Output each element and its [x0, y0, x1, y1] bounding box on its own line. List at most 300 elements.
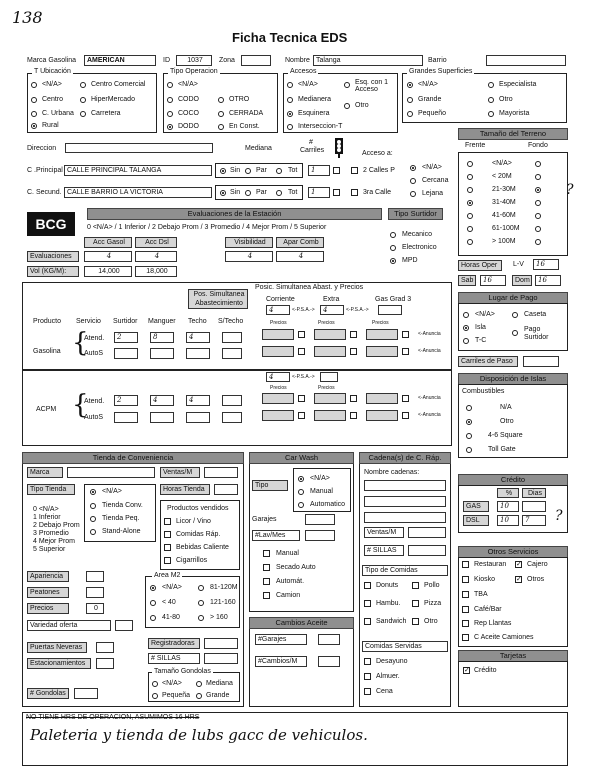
stecho-col: S/Techo	[218, 318, 244, 325]
mediana-label: Mediana	[245, 145, 272, 152]
techo-col: Techo	[188, 318, 207, 325]
frente-radio-5[interactable]	[467, 226, 473, 232]
frente-radio-1[interactable]	[467, 174, 473, 180]
tipo-tienda-conv-radio[interactable]	[90, 503, 96, 509]
acpm-label: ACPM	[36, 406, 57, 413]
comida-label: Pollo	[424, 582, 440, 589]
precios-label-3: Precios	[372, 320, 389, 326]
visibilidad-field[interactable]: 4	[225, 251, 273, 262]
gas-stecho-field[interactable]	[222, 332, 242, 343]
acpm-psa-label: <-P.S.A.->	[292, 374, 315, 380]
producto-col: Producto	[33, 318, 62, 325]
gondola-mediana-radio[interactable]	[196, 681, 202, 687]
frente-radio-6[interactable]	[467, 239, 473, 245]
grandes-grande-radio[interactable]	[407, 97, 413, 103]
carwash-manual-radio[interactable]	[298, 489, 304, 495]
variedad-label: Variedad oferta	[27, 620, 111, 631]
lv-label: L-V	[513, 261, 524, 268]
ubicacion-hiper-radio[interactable]	[80, 97, 86, 103]
principal-field[interactable]: CALLE PRINCIPAL TALANGA	[64, 165, 212, 176]
acpm-autos-anuncia-check-0[interactable]	[298, 412, 305, 419]
acceso-cercana-radio[interactable]	[410, 178, 416, 184]
acpm-atend-price-0[interactable]	[262, 393, 294, 404]
principal-par-radio[interactable]	[245, 168, 251, 174]
acpm-manguer-field[interactable]: 4	[150, 395, 174, 406]
grandes-especialista-label: Especialista	[499, 81, 537, 88]
cadenas-sillas-field[interactable]	[408, 545, 446, 556]
gas3-psa-field[interactable]	[378, 305, 402, 315]
secund-tot-radio[interactable]	[276, 190, 282, 196]
acpm-techo-field[interactable]: 4	[186, 395, 210, 406]
marca-label: Marca Gasolina	[27, 57, 77, 64]
corriente-psa-field[interactable]: 4	[266, 305, 290, 315]
surtidor-mpd-label: MPD	[402, 257, 418, 264]
carwash-check-0[interactable]	[263, 550, 270, 557]
acpm-surtidor-field[interactable]: 2	[114, 395, 138, 406]
accesos-interseccion-radio[interactable]	[287, 124, 293, 130]
surtidor-mpd-radio[interactable]	[390, 258, 396, 264]
lv-field[interactable]: 16	[533, 259, 559, 270]
secund-check-a[interactable]	[333, 189, 340, 196]
otros-label: Cajero	[527, 561, 548, 568]
carwash-check-2[interactable]	[263, 578, 270, 585]
combustibles-label: Combustibles	[462, 388, 505, 395]
peatones-label: Peatones	[27, 587, 69, 598]
servida-label: Almuer.	[376, 673, 400, 680]
accesos-esq-radio[interactable]	[344, 82, 350, 88]
islas-otro-label: Otro	[500, 418, 514, 425]
gas-autos-price-1[interactable]	[314, 346, 346, 357]
comida-check-3[interactable]	[412, 600, 419, 607]
comida-check-0[interactable]	[364, 582, 371, 589]
accesos-na-label: <N/A>	[298, 81, 318, 88]
operacion-coco-radio[interactable]	[167, 111, 173, 117]
frente-radio-4[interactable]	[467, 213, 473, 219]
servida-check-2[interactable]	[364, 688, 371, 695]
gas-atend-price-2[interactable]	[366, 329, 398, 340]
otros-check-5[interactable]	[462, 606, 469, 613]
islas-otro-radio[interactable]	[466, 419, 472, 425]
tipo-surtidor-header: Tipo Surtidor	[388, 208, 443, 220]
variedad-field[interactable]	[115, 620, 133, 631]
tipo-tienda-peq-radio[interactable]	[90, 516, 96, 522]
gondola-pequena-label: Pequeña	[162, 692, 191, 699]
extra-psa-field[interactable]: 4	[320, 305, 344, 315]
gas-techo-field[interactable]: 4	[186, 332, 210, 343]
gas-autos-surtidor[interactable]	[114, 348, 138, 359]
acpm-autos-price-0[interactable]	[262, 410, 294, 421]
comida-check-4[interactable]	[364, 618, 371, 625]
otros-label: C Aceite Camiones	[474, 634, 534, 641]
pago-caseta-radio[interactable]	[512, 312, 518, 318]
apar-comb-header: Apar Comb	[276, 237, 324, 248]
comida-check-1[interactable]	[412, 582, 419, 589]
fondo-radio-1[interactable]	[535, 174, 541, 180]
marca-field[interactable]: AMERICAN	[84, 55, 156, 66]
operacion-cerrada-radio[interactable]	[218, 111, 224, 117]
grandes-especialista-radio[interactable]	[488, 82, 494, 88]
grandes-mayorista-radio[interactable]	[488, 111, 494, 117]
tarjetas-credito-label: Crédito	[474, 667, 497, 674]
secund-par-radio[interactable]	[245, 190, 251, 196]
cadenas-ventas-field[interactable]	[408, 527, 446, 538]
ubicacion-na-radio[interactable]	[31, 82, 37, 88]
gas-surtidor-field[interactable]: 2	[114, 332, 138, 343]
producto-check-2[interactable]	[164, 544, 171, 551]
gas-autos-manguer[interactable]	[150, 348, 174, 359]
evaluaciones-header: Evaluaciones de la Estación	[87, 208, 382, 220]
cambios-garajes-field[interactable]	[318, 634, 340, 645]
pago-tc-label: T-C	[475, 337, 487, 344]
producto-check-0[interactable]	[164, 518, 171, 525]
acpm-atend-anuncia-check-0[interactable]	[298, 395, 305, 402]
acpm-autos-label: AutoS	[84, 414, 104, 421]
apariencia-field[interactable]	[86, 571, 104, 582]
pago-surtidor-radio[interactable]	[512, 330, 518, 336]
secund-field[interactable]: CALLE BARRIO LA VICTORIA	[64, 187, 212, 198]
tipo-tienda-label: Tipo Tienda	[27, 484, 75, 495]
frente-radio-3[interactable]	[467, 200, 473, 206]
nombre-cadenas-field-2[interactable]	[364, 496, 446, 507]
precios-tienda-field[interactable]: 0	[86, 603, 104, 614]
producto-check-1[interactable]	[164, 531, 171, 538]
otros-check-7[interactable]	[462, 634, 469, 641]
frente-label: Frente	[465, 142, 486, 149]
secund-check-b[interactable]	[351, 189, 358, 196]
horas-oper-label: Horas Oper	[458, 260, 502, 271]
horas-tienda-field[interactable]	[214, 484, 238, 495]
otros-check-1[interactable]: ✓	[516, 561, 522, 568]
gas-credito-dias[interactable]	[522, 501, 546, 512]
gas-autos-price-0[interactable]	[262, 346, 294, 357]
secund-par-label: Par	[256, 189, 267, 196]
principal-carriles-field[interactable]: 1	[308, 165, 330, 176]
apar-comb-field[interactable]: 4	[276, 251, 324, 262]
acpm-atend-anuncia-check-1[interactable]	[350, 395, 357, 402]
carriles-paso-field[interactable]	[523, 356, 559, 367]
grandes-na-label: <N/A>	[418, 81, 438, 88]
acpm-autos-techo[interactable]	[186, 412, 210, 423]
fondo-radio-2[interactable]	[535, 187, 541, 193]
ubicacion-carretera-label: Carretera	[91, 110, 121, 117]
gondola-pequena-radio[interactable]	[152, 693, 158, 699]
area-121-label: 121-160	[210, 599, 236, 606]
ubicacion-cc-label: Centro Comercial	[91, 81, 146, 88]
comidas-servidas-label: Comidas Servidas	[362, 641, 448, 652]
principal-check-a[interactable]	[333, 167, 340, 174]
gas-atend-price-1[interactable]	[314, 329, 346, 340]
grandes-otro-radio[interactable]	[488, 97, 494, 103]
gas-credito-label: GAS	[463, 501, 489, 512]
surtidor-col: Surtidor	[113, 318, 138, 325]
otros-check-3[interactable]: ✓	[516, 576, 522, 583]
otros-check-4[interactable]	[462, 591, 469, 598]
otros-servicios-header: Otros Servicios	[458, 546, 568, 558]
ubicacion-centro-radio[interactable]	[31, 97, 37, 103]
operacion-codo-radio[interactable]	[167, 97, 173, 103]
puertas-field[interactable]	[96, 642, 114, 653]
garajes-field[interactable]	[305, 514, 335, 525]
acpm-psa-field[interactable]: 4	[266, 372, 290, 382]
estacionamientos-label: Estacionamientos	[27, 658, 91, 669]
carwash-auto-label: Automatico	[310, 501, 346, 508]
gas-atend-anuncia-check-2[interactable]	[402, 331, 409, 338]
otros-check-2[interactable]	[462, 576, 469, 583]
acc-gasol-field[interactable]: 4	[84, 251, 132, 262]
carwash-check-3[interactable]	[263, 592, 270, 599]
pago-surtidor-label: Pago Surtidor	[524, 326, 549, 341]
accesos-otro-radio[interactable]	[344, 103, 350, 109]
acpm-autos-stecho[interactable]	[222, 412, 242, 423]
id-field[interactable]: 1037	[176, 55, 212, 66]
vol-gasol-field[interactable]: 14,000	[84, 266, 132, 277]
otros-check-0[interactable]	[462, 561, 469, 568]
psa-label-2: <-P.S.A.->	[346, 307, 369, 313]
acpm-stecho-field[interactable]	[222, 395, 242, 406]
accesos-medianera-radio[interactable]	[287, 97, 293, 103]
tipo-tienda-na-radio[interactable]	[90, 489, 96, 495]
dsl-credito-pct[interactable]: 10	[497, 515, 519, 526]
secund-carriles-field[interactable]: 1	[308, 187, 330, 198]
pago-tc-radio[interactable]	[463, 338, 469, 344]
estacionamientos-field[interactable]	[96, 658, 114, 669]
grandes-na-radio[interactable]	[407, 82, 413, 88]
acpm-autos-manguer[interactable]	[150, 412, 174, 423]
credito-pct-header: %	[497, 488, 519, 498]
pago-isla-radio[interactable]	[463, 325, 469, 331]
question-mark-annotation: ?	[566, 182, 574, 198]
gas-manguer-field[interactable]: 8	[150, 332, 174, 343]
fondo-radio-3[interactable]	[535, 200, 541, 206]
ubicacion-rural-radio[interactable]	[31, 123, 37, 129]
acpm-autos-anuncia-check-2[interactable]	[402, 412, 409, 419]
accesos-na-radio[interactable]	[287, 82, 293, 88]
ubicacion-centro-label: Centro	[42, 96, 64, 103]
tienda-scale-item: 5 Superior	[33, 546, 66, 553]
acpm-autos-price-2[interactable]	[366, 410, 398, 421]
servida-label: Cena	[376, 688, 393, 695]
posic-title: Posic. Simultanea Abast. y Precios	[255, 284, 364, 291]
ubicacion-cc-radio[interactable]	[80, 82, 86, 88]
gas-autos-anuncia-check-2[interactable]	[402, 348, 409, 355]
carwash-auto-radio[interactable]	[298, 502, 304, 508]
evaluaciones-label: Evaluaciones	[27, 251, 79, 262]
acpm-atend-anuncia-check-2[interactable]	[402, 395, 409, 402]
secund-label: C. Secund.	[27, 189, 62, 196]
gas-credito-pct[interactable]: 10	[497, 501, 519, 512]
frente-radio-2[interactable]	[467, 187, 473, 193]
principal-par-label: Par	[256, 167, 267, 174]
gas-atend-anuncia-check-1[interactable]	[350, 331, 357, 338]
acpm-psa-extra[interactable]	[320, 372, 338, 382]
fondo-radio-6[interactable]	[535, 239, 541, 245]
accesos-esquinera-radio[interactable]	[287, 111, 293, 117]
comida-check-2[interactable]	[364, 600, 371, 607]
surtidor-mecanico-radio[interactable]	[390, 232, 396, 238]
area-40-radio[interactable]	[150, 600, 156, 606]
nombre-field[interactable]: Talanga	[313, 55, 423, 66]
acceso-na-radio[interactable]	[410, 165, 416, 171]
tarjetas-header: Tarjetas	[458, 650, 568, 662]
gondola-na-radio[interactable]	[152, 681, 158, 687]
gas-atend-label: Atend.	[84, 335, 105, 342]
area-40-label: < 40	[162, 599, 176, 606]
nombre-label: Nombre	[285, 57, 310, 64]
carwash-check-label: Camion	[276, 592, 301, 599]
carwash-check-1[interactable]	[263, 564, 270, 571]
gas-autos-price-2[interactable]	[366, 346, 398, 357]
gondolas-field[interactable]	[74, 688, 98, 699]
servida-check-0[interactable]	[364, 658, 371, 665]
gas-autos-anuncia-check-0[interactable]	[298, 348, 305, 355]
tienda-marca-field[interactable]	[67, 467, 155, 478]
producto-check-3[interactable]	[164, 557, 171, 564]
acc-dsl-field[interactable]: 4	[135, 251, 177, 262]
principal-sin-radio[interactable]	[220, 168, 226, 174]
acpm-autos-surtidor[interactable]	[114, 412, 138, 423]
cadenas-sillas-label: # SILLAS	[364, 545, 404, 556]
operacion-otro-label: OTRO	[229, 96, 250, 103]
area-160-radio[interactable]	[198, 615, 204, 621]
fondo-radio-4[interactable]	[535, 213, 541, 219]
surtidor-electronico-radio[interactable]	[390, 245, 396, 251]
pago-caseta-label: Caseta	[524, 311, 547, 318]
otros-label: TBA	[474, 591, 488, 598]
nombre-cadenas-field-3[interactable]	[364, 512, 446, 523]
tienda-header: Tienda de Conveniencia	[22, 452, 244, 464]
gas-atend-price-0[interactable]	[262, 329, 294, 340]
terreno-option-label: 31-40M	[492, 199, 516, 206]
disposicion-header: Disposición de Islas	[458, 373, 568, 385]
carriles-label: # Carriles	[300, 139, 325, 154]
id-label: ID	[163, 57, 170, 64]
operacion-na-radio[interactable]	[167, 82, 173, 88]
area-121-radio[interactable]	[198, 600, 204, 606]
carwash-na-radio[interactable]	[298, 476, 304, 482]
barrio-label: Barrio	[428, 57, 447, 64]
page-title: Ficha Tecnica EDS	[232, 30, 348, 45]
gas-autos-techo[interactable]	[186, 348, 210, 359]
producto-label: Licor / Vino	[176, 518, 211, 525]
tienda-scale-item: 3 Promedio	[33, 530, 69, 537]
traffic-light-icon	[333, 138, 345, 158]
carwash-tipo-label: Tipo	[252, 480, 288, 491]
principal-check-b[interactable]	[351, 167, 358, 174]
nombre-cadenas-field-1[interactable]	[364, 480, 446, 491]
acpm-atend-price-2[interactable]	[366, 393, 398, 404]
islas-square-radio[interactable]	[466, 433, 472, 439]
carwash-na-label: <N/A>	[310, 475, 330, 482]
area-160-label: > 160	[210, 614, 228, 621]
area-41-radio[interactable]	[150, 615, 156, 621]
ubicacion-rural-label: Rural	[42, 122, 59, 129]
acceso-lejana-radio[interactable]	[410, 191, 416, 197]
gondola-grande-radio[interactable]	[196, 693, 202, 699]
ubicacion-urbana-label: C. Urbana	[42, 110, 74, 117]
tres-calle-label: 3ra Calle	[363, 189, 392, 196]
frente-radio-0[interactable]	[467, 161, 473, 167]
acpm-autos-anuncia-check-1[interactable]	[350, 412, 357, 419]
gasolina-brace: {	[72, 328, 89, 358]
islas-na-radio[interactable]	[466, 405, 472, 411]
ubicacion-title: T Ubicación	[34, 68, 71, 75]
fondo-radio-5[interactable]	[535, 226, 541, 232]
otros-label: Otros	[527, 576, 545, 583]
gas-atend-anuncia-check-0[interactable]	[298, 331, 305, 338]
productos-title: Productos vendidos	[167, 505, 229, 512]
barrio-field[interactable]	[486, 55, 566, 66]
sab-field[interactable]: 16	[480, 275, 506, 286]
tienda-sillas-label: # SILLAS	[148, 653, 200, 664]
gas-autos-anuncia-check-1[interactable]	[350, 348, 357, 355]
page-number: 138	[12, 8, 43, 27]
comida-check-5[interactable]	[412, 618, 419, 625]
operacion-dodo-radio[interactable]	[167, 124, 173, 130]
grandes-pequeno-label: Pequeño	[418, 110, 447, 117]
operacion-const-label: En Const.	[229, 123, 260, 130]
carwash-header: Car Wash	[249, 452, 354, 464]
registradoras-field[interactable]	[204, 638, 238, 649]
precios-tienda-label: Precios	[27, 603, 69, 614]
pos-simultanea-label: Pos. Simultanea Abastecimiento	[188, 289, 248, 309]
lav-mes-field[interactable]	[305, 530, 335, 541]
principal-sin-label: Sin	[230, 167, 241, 174]
direccion-field[interactable]	[65, 143, 213, 153]
area-title: Area M2	[154, 572, 181, 579]
secund-sin-radio[interactable]	[220, 190, 226, 196]
producto-label: Bebidas Caliente	[176, 544, 229, 551]
tipo-comidas-label: Tipo de Comidas	[362, 565, 448, 576]
dsl-credito-dias[interactable]: 7	[522, 515, 546, 526]
gas-autos-stecho[interactable]	[222, 348, 242, 359]
cambios-m-field[interactable]	[318, 656, 340, 667]
islas-tollgate-label: Toll Gate	[488, 446, 516, 453]
acpm-autos-price-1[interactable]	[314, 410, 346, 421]
acpm-atend-price-1[interactable]	[314, 393, 346, 404]
ubicacion-carretera-radio[interactable]	[80, 111, 86, 117]
gondola-na-label: <N/A>	[162, 680, 182, 687]
tarjetas-credito-check[interactable]: ✓	[464, 667, 470, 674]
area-81-radio[interactable]	[198, 585, 204, 591]
servida-check-1[interactable]	[364, 673, 371, 680]
comida-label: Pizza	[424, 600, 442, 607]
tipo-tienda-stand-radio[interactable]	[90, 529, 96, 535]
peatones-field[interactable]	[86, 587, 104, 598]
principal-tot-radio[interactable]	[276, 168, 282, 174]
zona-field[interactable]	[241, 55, 271, 66]
tienda-sillas-field[interactable]	[204, 653, 238, 664]
operacion-otro-radio[interactable]	[218, 97, 224, 103]
comida-label: Sandwich	[376, 618, 407, 625]
operacion-const-radio[interactable]	[218, 124, 224, 130]
ubicacion-urbana-radio[interactable]	[31, 111, 37, 117]
vol-dsl-field[interactable]: 18,000	[135, 266, 177, 277]
operacion-coco-label: COCO	[178, 110, 199, 117]
islas-na-label: N/A	[500, 404, 512, 411]
grandes-otro-label: Otro	[499, 96, 513, 103]
tienda-ventas-field[interactable]	[204, 467, 238, 478]
grandes-grande-label: Grande	[418, 96, 442, 103]
pago-na-radio[interactable]	[463, 312, 469, 318]
fondo-radio-0[interactable]	[535, 161, 541, 167]
islas-tollgate-radio[interactable]	[466, 447, 472, 453]
otros-check-6[interactable]	[462, 620, 469, 627]
area-na-radio[interactable]	[150, 585, 156, 591]
dom-field[interactable]: 16	[535, 275, 561, 286]
otros-label: Café/Bar	[474, 606, 502, 613]
grandes-pequeno-radio[interactable]	[407, 111, 413, 117]
area-81-label: 81-120M	[210, 584, 238, 591]
